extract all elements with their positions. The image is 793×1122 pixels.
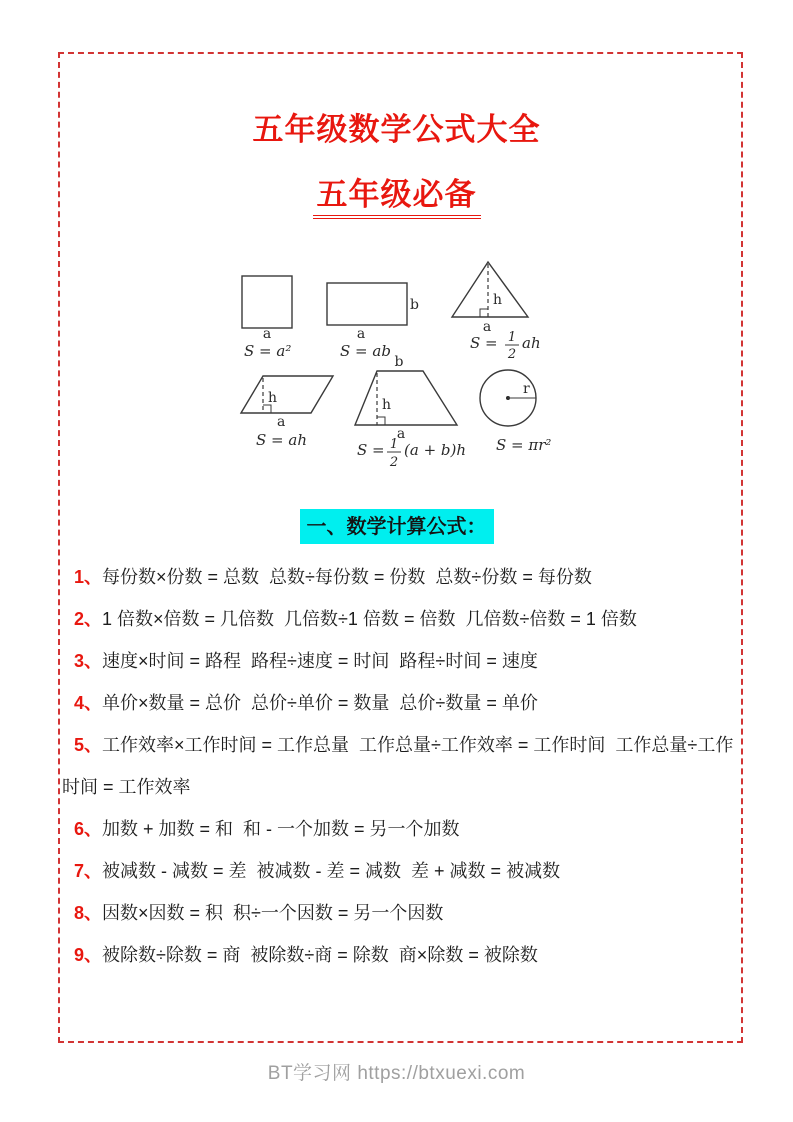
circle-area-formula: S = πr² (496, 436, 552, 454)
square-area-formula: S = a² (244, 342, 292, 360)
trapezoid-formula-suffix: (a + b)h (404, 441, 467, 459)
formula-number: 4、 (74, 693, 103, 713)
formula-item-1 (62, 556, 738, 598)
trapezoid-right-angle-mark (377, 417, 385, 425)
formula-number: 3、 (74, 651, 103, 671)
formula-text: 每份数×份数 = 总数 总数÷每份数 = 份数 总数÷份数 = 每份数 (102, 567, 592, 587)
trapezoid-formula-prefix: S = (357, 441, 385, 459)
page-title: 五年级数学公式大全 (252, 112, 541, 147)
formula-text: 工作效率×工作时间 = 工作总量 工作总量÷工作效率 = 工作时间 工作总量÷工作时间 = 工作效率 (62, 735, 734, 797)
formula-list (62, 556, 738, 976)
formula-text: 1 倍数×倍数 = 几倍数 几倍数÷1 倍数 = 倍数 几倍数÷倍数 = 1 倍数 (102, 609, 637, 629)
rectangle-side-label: b (410, 297, 419, 313)
square-side-label: a (262, 326, 272, 342)
geometry-diagram (228, 256, 578, 474)
trapezoid-figure (355, 354, 466, 470)
formula-text: 被减数 - 减数 = 差 被减数 - 差 = 减数 差 + 减数 = 被减数 (102, 861, 561, 881)
parallelogram-figure (241, 376, 333, 449)
page-subtitle-row (0, 169, 793, 219)
trapezoid-frac-numerator: 1 (389, 437, 399, 452)
section-heading: 一、数学计算公式： (300, 509, 494, 544)
formula-number: 1、 (74, 567, 103, 587)
formula-number: 7、 (74, 861, 103, 881)
formula-text: 加数 + 加数 = 和 和 - 一个加数 = 另一个加数 (102, 819, 460, 839)
formula-number: 5、 (74, 735, 103, 755)
triangle-base-label: a (482, 319, 492, 335)
trapezoid-frac-denominator: 2 (389, 455, 399, 470)
triangle-formula-suffix: ah (522, 334, 541, 352)
formula-item-6 (62, 808, 738, 850)
site-footer: BT学习网 https://btxuexi.com (267, 1063, 526, 1084)
parallelogram-shape (241, 376, 333, 413)
trapezoid-top-label: b (394, 354, 404, 370)
rectangle-figure (327, 283, 419, 360)
triangle-frac-numerator: 1 (507, 330, 517, 345)
formula-text: 因数×因数 = 积 积÷一个因数 = 另一个因数 (102, 903, 444, 923)
circle-radius-label: r (523, 381, 530, 397)
formula-number: 8、 (74, 903, 103, 923)
triangle-figure (452, 262, 541, 362)
section-heading-row (0, 509, 793, 544)
geometry-diagram-svg (228, 256, 578, 474)
formula-item-9 (62, 934, 738, 976)
triangle-frac-denominator: 2 (507, 347, 517, 362)
formula-text: 单价×数量 = 总价 总价÷单价 = 数量 总价÷数量 = 单价 (102, 693, 538, 713)
formula-item-2 (62, 598, 738, 640)
formula-number: 6、 (74, 819, 103, 839)
formula-text: 速度×时间 = 路程 路程÷速度 = 时间 路程÷时间 = 速度 (102, 651, 538, 671)
formula-item-4 (62, 682, 738, 724)
rectangle-area-formula: S = ab (340, 342, 391, 360)
parallelogram-right-angle-mark (263, 405, 271, 413)
parallelogram-height-label: h (268, 390, 278, 406)
page-subtitle: 五年级必备 (313, 169, 481, 219)
circle-figure (480, 370, 551, 454)
rectangle-shape (327, 283, 407, 325)
trapezoid-shape (355, 371, 457, 425)
parallelogram-area-formula: S = ah (256, 431, 307, 449)
formula-item-7 (62, 850, 738, 892)
rectangle-base-label: a (356, 326, 366, 342)
formula-item-8 (62, 892, 738, 934)
square-shape (242, 276, 292, 328)
triangle-height-label: h (493, 292, 503, 308)
square-figure (242, 276, 292, 360)
formula-item-3 (62, 640, 738, 682)
parallelogram-base-label: a (277, 414, 286, 430)
triangle-formula-prefix: S = (470, 334, 498, 352)
formula-number: 2、 (74, 609, 103, 629)
trapezoid-base-label: a (396, 426, 406, 442)
triangle-right-angle-mark (480, 309, 488, 317)
formula-number: 9、 (74, 945, 103, 965)
formula-text: 被除数÷除数 = 商 被除数÷商 = 除数 商×除数 = 被除数 (102, 945, 538, 965)
formula-item-5 (62, 724, 738, 808)
trapezoid-height-label: h (382, 397, 392, 413)
triangle-shape (452, 262, 528, 317)
